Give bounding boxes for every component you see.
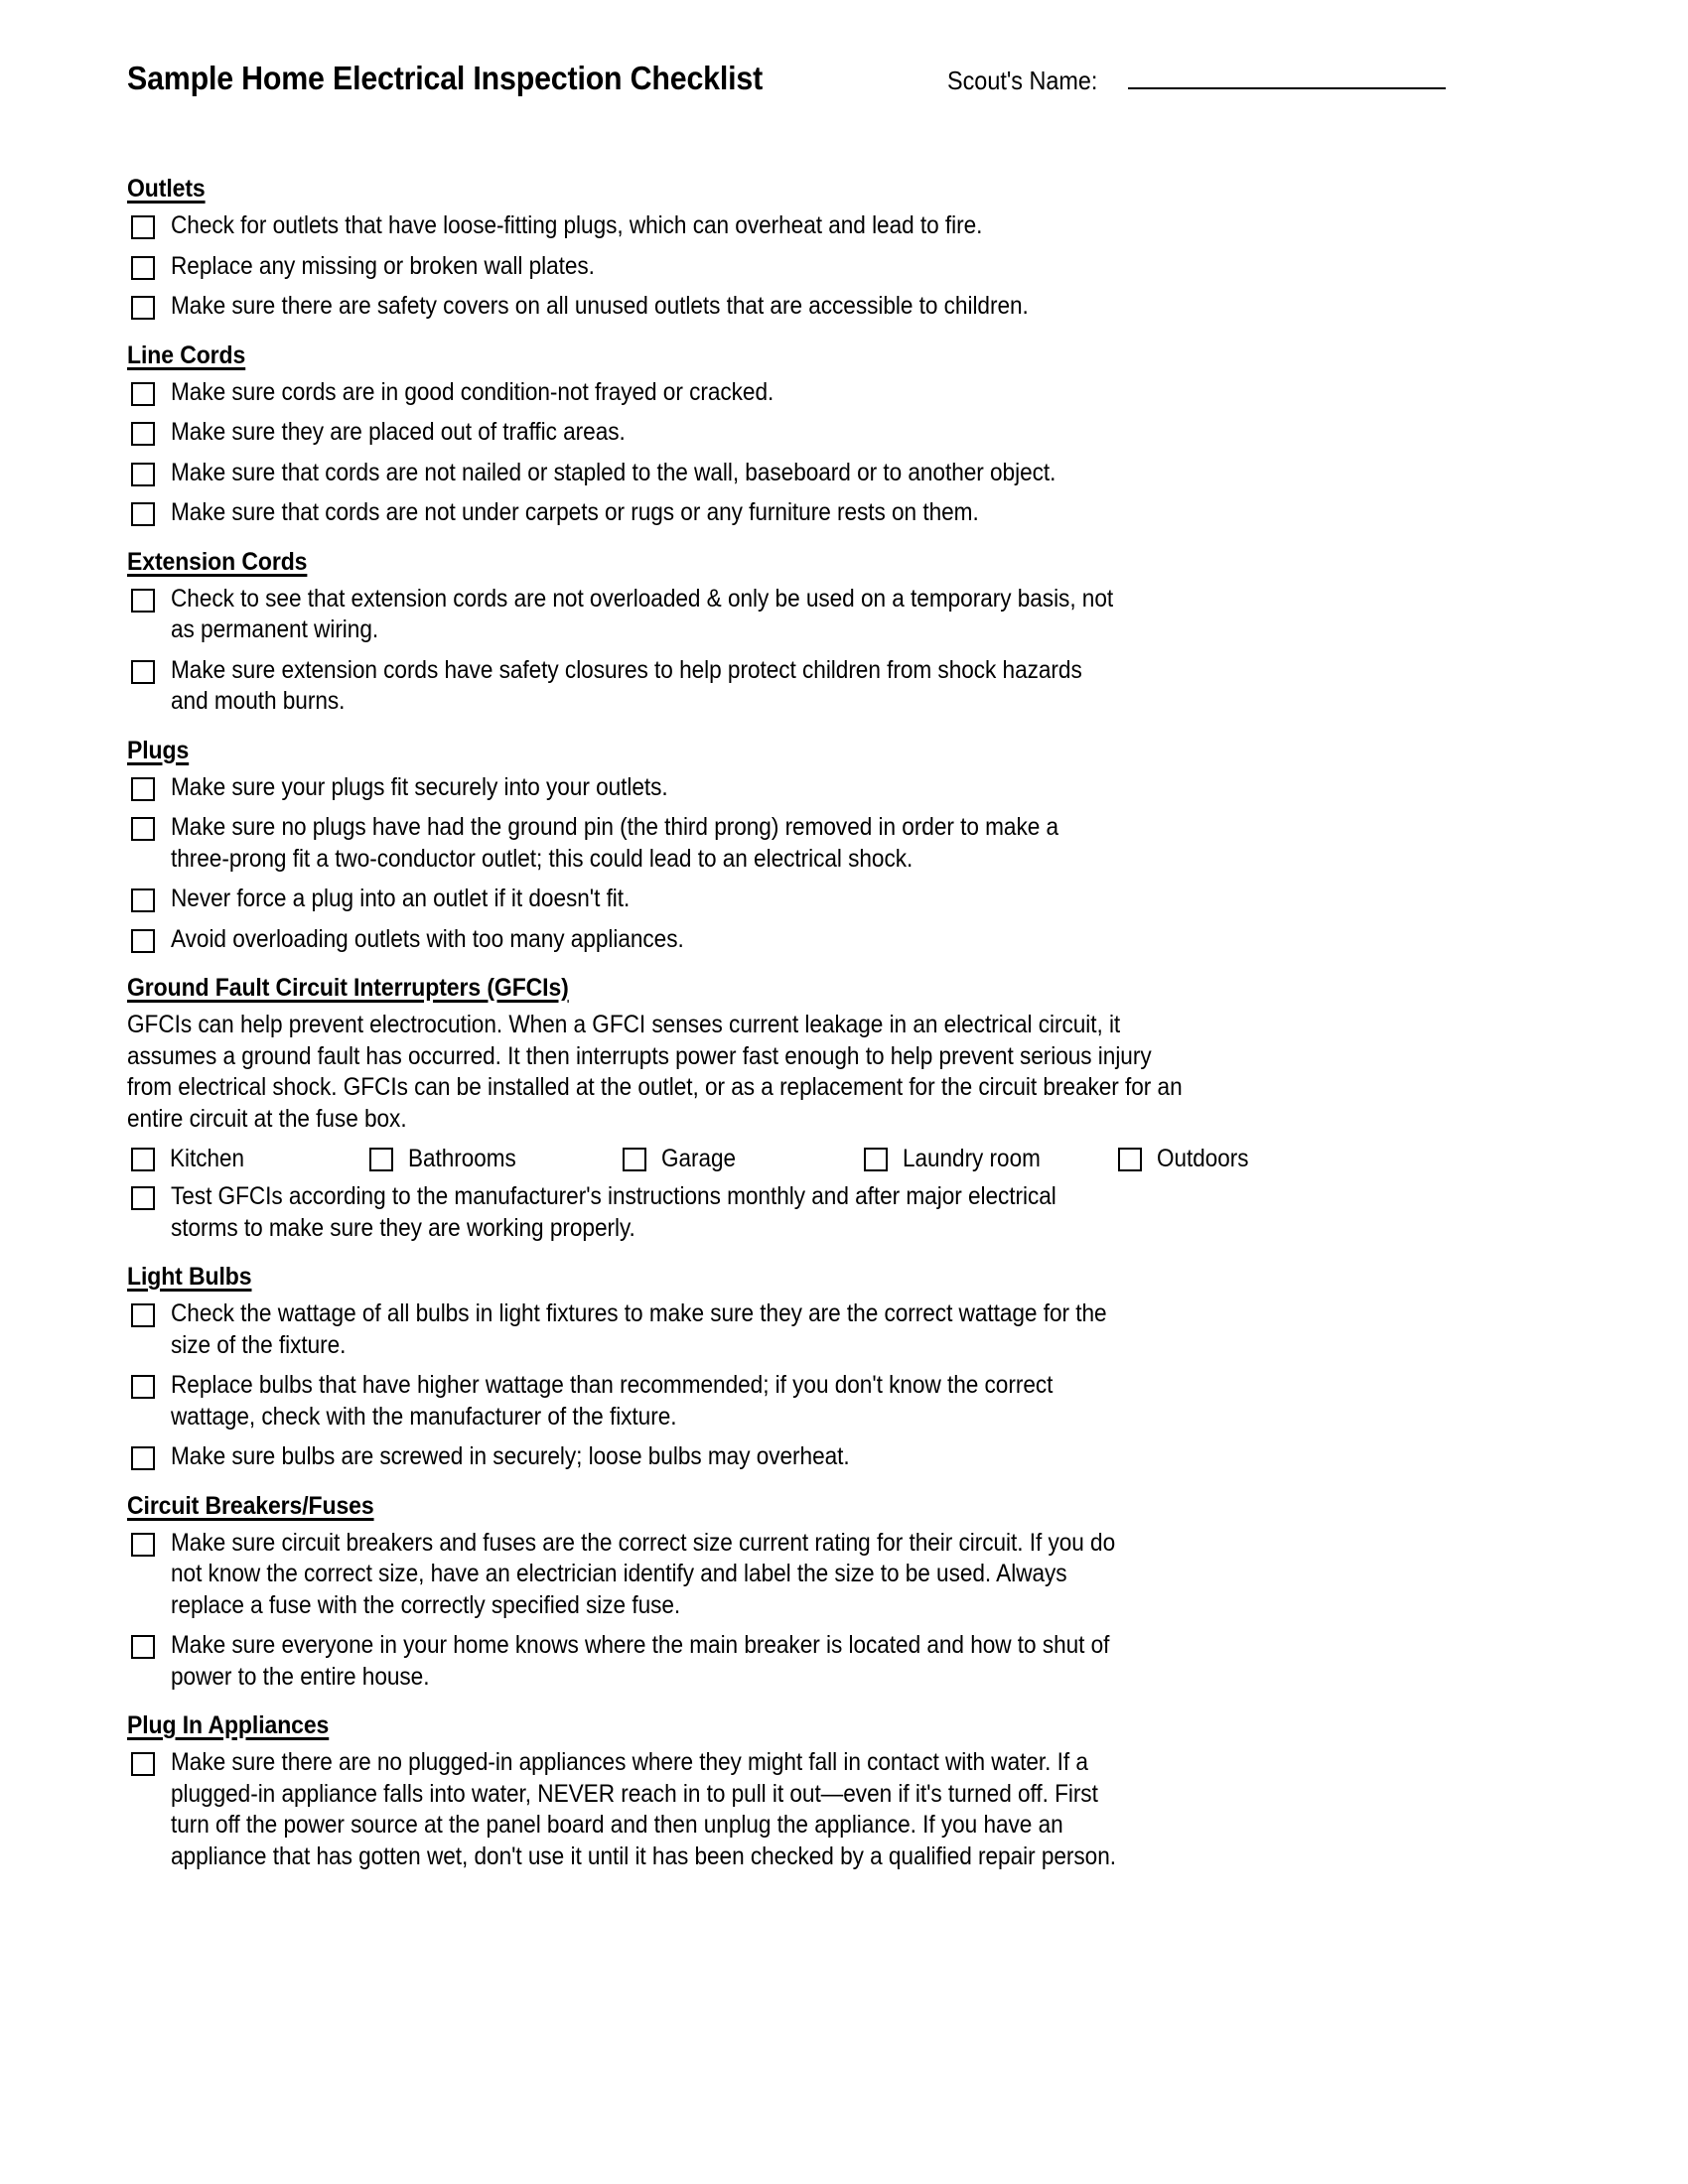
checkbox[interactable] [131, 296, 155, 320]
checklist-item[interactable] [127, 458, 1219, 489]
checklist-item[interactable] [127, 497, 1219, 529]
section-extension-cords [127, 538, 1219, 718]
scout-name-label: Scout's Name: [946, 66, 1098, 95]
checkbox[interactable] [131, 502, 155, 526]
checklist-item-label: Make sure extension cords have safety closures to help protect children from shock hazards and mouth burns. [171, 655, 1082, 715]
checkbox[interactable] [131, 1303, 155, 1327]
checklist-item[interactable] [127, 210, 1219, 242]
document-header [127, 60, 1219, 123]
checklist-item-label: Make sure there are no plugged-in appliances where they might fall in contact with water. If a plugged-in appliance falls into water, NEVER reach in to pull it out—even if it's turned off. First turn off the power source at the panel board and then unplug the appliance. If you have an appliance that has gotten wet, don't use it until it has been checked by a qualified repair person. [171, 1748, 1116, 1870]
gfci-location-garage[interactable] [619, 1145, 744, 1173]
section-heading: Light Bulbs [127, 1263, 252, 1291]
scout-name-field [947, 66, 1446, 96]
gfci-location-kitchen[interactable] [127, 1145, 252, 1173]
checkbox[interactable] [131, 660, 155, 684]
checkbox[interactable] [864, 1148, 888, 1171]
checkbox[interactable] [131, 1752, 155, 1776]
checklist-item[interactable] [127, 655, 1219, 718]
section-outlets [127, 165, 1219, 323]
checklist-item-label: Make sure no plugs have had the ground pin (the third prong) removed in order to make a three-prong fit a two-conductor outlet; this could lead to an electrical shock. [171, 813, 1059, 873]
checklist-item-label: Make sure cords are in good condition-not frayed or cracked. [171, 377, 774, 406]
checklist-item-label: Test GFCIs according to the manufacturer's instructions monthly and after major electrical storms to make sure they are working properly. [171, 1182, 1056, 1242]
checklist-item[interactable] [127, 377, 1219, 409]
checklist-item-label: Make sure there are safety covers on all unused outlets that are accessible to children. [171, 292, 1029, 320]
checkbox[interactable] [131, 1375, 155, 1399]
checklist-item-label: Make sure that cords are not nailed or stapled to the wall, baseboard or to another object. [171, 458, 1056, 486]
checkbox[interactable] [131, 1446, 155, 1470]
checklist-item-label: Make sure circuit breakers and fuses are the correct size current rating for their circuit. If you do not know the correct size, have an electrician identify and label the size to be used. Always replace a fuse with the correctly specified size fuse. [171, 1528, 1116, 1619]
checklist-item[interactable] [127, 884, 1219, 915]
checklist-item[interactable] [127, 251, 1219, 283]
checkbox[interactable] [131, 888, 155, 912]
section-line-cords [127, 332, 1219, 529]
checkbox[interactable] [131, 382, 155, 406]
checklist-item[interactable] [127, 1298, 1219, 1361]
section-plug-in-appliances [127, 1702, 1219, 1872]
gfci-location-laundry-room[interactable] [860, 1145, 1055, 1173]
gfci-location-label: Laundry room [903, 1145, 1042, 1172]
section-light-bulbs [127, 1253, 1219, 1473]
checkbox[interactable] [131, 215, 155, 239]
section-heading: Ground Fault Circuit Interrupters (GFCIs) [127, 974, 569, 1002]
gfci-location-label: Garage [661, 1145, 737, 1172]
checklist-item[interactable] [127, 1370, 1219, 1433]
section-heading: Extension Cords [127, 547, 308, 576]
checkbox[interactable] [369, 1148, 393, 1171]
section-plugs [127, 727, 1219, 956]
checkbox[interactable] [131, 1533, 155, 1557]
gfci-location-outdoors[interactable] [1114, 1145, 1259, 1173]
section-heading: Plug In Appliances [127, 1711, 330, 1739]
checklist-item-label: Make sure bulbs are screwed in securely; loose bulbs may overheat. [171, 1442, 850, 1470]
checkbox[interactable] [131, 929, 155, 953]
checklist-item[interactable] [127, 772, 1219, 804]
checklist-item-label: Make sure they are placed out of traffic areas. [171, 418, 626, 446]
checklist-item[interactable] [127, 1181, 1219, 1244]
checkbox[interactable] [131, 463, 155, 486]
checklist-item[interactable] [127, 417, 1219, 449]
checklist-item-label: Make sure your plugs fit securely into your outlets. [171, 772, 668, 801]
checklist-sheet [127, 60, 1249, 1872]
section-heading: Outlets [127, 175, 206, 203]
gfci-location-label: Kitchen [170, 1145, 245, 1172]
checklist-item[interactable] [127, 924, 1219, 956]
checkbox[interactable] [623, 1148, 646, 1171]
checklist-item[interactable] [127, 1630, 1219, 1693]
gfci-description: GFCIs can help prevent electrocution. When a GFCI senses current leakage in an electrical circuit, it assumes a ground fault has occurred. It then interrupts power fast enough to help prevent serious injury from electrical shock. GFCIs can be installed at the outlet, or as a replacement for the circuit breaker for an entire circuit at the fuse box. [127, 1011, 1183, 1133]
checkbox[interactable] [131, 589, 155, 613]
checklist-item-label: Never force a plug into an outlet if it doesn't fit. [171, 885, 631, 912]
checklist-item[interactable] [127, 1528, 1219, 1622]
section-gfcis [127, 964, 1249, 1244]
checklist-item-label: Avoid overloading outlets with too many appliances. [171, 924, 684, 953]
checkbox[interactable] [131, 256, 155, 280]
checklist-item[interactable] [127, 812, 1219, 875]
checklist-item[interactable] [127, 291, 1219, 323]
checklist-item[interactable] [127, 1747, 1219, 1872]
checkbox[interactable] [131, 817, 155, 841]
checklist-item-label: Make sure that cords are not under carpets or rugs or any furniture rests on them. [171, 498, 979, 526]
checklist-item-label: Check for outlets that have loose-fitting plugs, which can overheat and lead to fire. [171, 211, 983, 239]
checkbox[interactable] [131, 777, 155, 801]
section-heading: Line Cords [127, 341, 246, 369]
checklist-item[interactable] [127, 1441, 1219, 1473]
section-circuit-breakers-fuses [127, 1482, 1219, 1694]
checkbox[interactable] [131, 422, 155, 446]
checklist-item[interactable] [127, 584, 1219, 646]
checklist-item-label: Check the wattage of all bulbs in light fixtures to make sure they are the correct wattage for the size of the fixture. [171, 1299, 1107, 1359]
checkbox[interactable] [131, 1635, 155, 1659]
checklist-item-label: Replace any missing or broken wall plates. [171, 251, 595, 280]
gfci-location-bathrooms[interactable] [365, 1145, 528, 1173]
scout-name-input[interactable] [1128, 66, 1446, 89]
checklist-item-label: Check to see that extension cords are not overloaded & only be used on a temporary basis, not as permanent wiring. [171, 584, 1114, 643]
checklist-item-label: Replace bulbs that have higher wattage than recommended; if you don't know the correct wattage, check with the manufacturer of the fixture. [171, 1371, 1054, 1431]
gfci-location-options [127, 1145, 1259, 1173]
section-heading: Plugs [127, 736, 190, 764]
checkbox[interactable] [1118, 1148, 1142, 1171]
gfci-location-label: Bathrooms [408, 1145, 517, 1172]
checkbox[interactable] [131, 1186, 155, 1210]
checklist-item-label: Make sure everyone in your home knows where the main breaker is located and how to shut of power to the entire house. [171, 1631, 1110, 1691]
page-title: Sample Home Electrical Inspection Checklist [127, 60, 764, 96]
checkbox[interactable] [131, 1148, 155, 1171]
section-heading: Circuit Breakers/Fuses [127, 1491, 374, 1520]
gfci-location-label: Outdoors [1157, 1145, 1249, 1172]
